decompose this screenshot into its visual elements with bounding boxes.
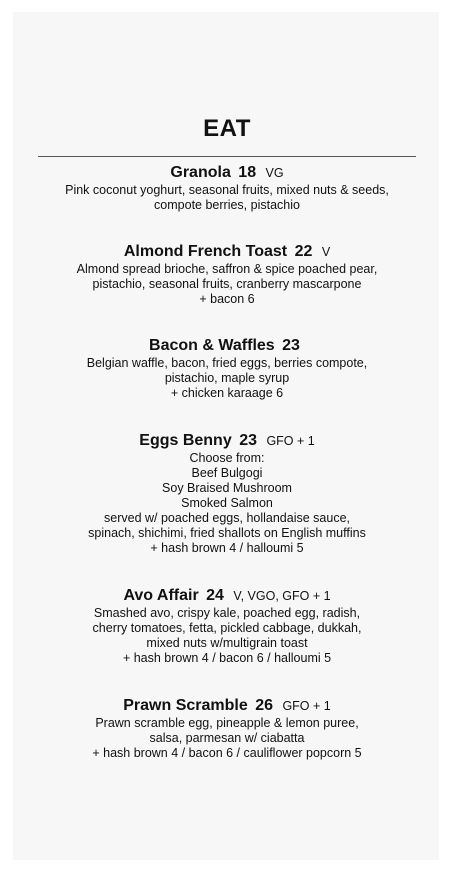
item-heading — [0, 336, 454, 356]
menu-item-granola — [0, 163, 454, 213]
menu-title: EAT — [203, 115, 251, 142]
item-description-line: mixed nuts w/multigrain toast — [146, 636, 308, 650]
item-description-line: Pink coconut yoghurt, seasonal fruits, mixed nuts & seeds, — [65, 183, 389, 197]
menu-item-prawn-scramble — [0, 696, 454, 761]
item-description-line: cherry tomatoes, fetta, pickled cabbage, dukkah, — [92, 621, 362, 635]
item-price: 23 — [282, 337, 300, 354]
item-description-line: + hash brown 4 / halloumi 5 — [150, 541, 304, 555]
item-description-line: salsa, parmesan w/ ciabatta — [149, 731, 305, 745]
menu-item-avo-affair — [0, 586, 454, 666]
item-description-line: compote berries, pistachio — [154, 198, 300, 212]
item-description-line: Belgian waffle, bacon, fried eggs, berries compote, — [86, 356, 368, 370]
item-description-line: + chicken karaage 6 — [170, 386, 284, 400]
item-description-line: spinach, shichimi, fried shallots on English muffins — [88, 526, 366, 540]
item-heading — [0, 242, 454, 262]
item-description-line: Beef Bulgogi — [191, 466, 263, 480]
item-name: Prawn Scramble — [123, 697, 248, 714]
item-name: Almond French Toast — [123, 243, 288, 260]
item-name: Eggs Benny — [139, 432, 232, 449]
item-description-line: pistachio, seasonal fruits, cranberry mascarpone — [92, 277, 362, 291]
item-heading — [0, 586, 454, 606]
item-description-line: pistachio, maple syrup — [164, 371, 290, 385]
item-price: 26 — [255, 697, 273, 714]
item-heading — [0, 431, 454, 451]
item-price: 22 — [294, 243, 313, 260]
menu-item-almond-french-toast — [0, 242, 454, 307]
item-description-line: + hash brown 4 / bacon 6 / halloumi 5 — [122, 651, 332, 665]
item-name: Granola — [170, 164, 231, 181]
item-description-line: Smashed avo, crispy kale, poached egg, radish, — [93, 606, 361, 620]
item-price: 23 — [239, 432, 257, 449]
menu-item-bacon-waffles — [0, 336, 454, 401]
item-description-line: + bacon 6 — [199, 292, 255, 306]
item-description-line: Choose from: — [189, 451, 265, 465]
item-description-line: Prawn scramble egg, pineapple & lemon puree, — [95, 716, 359, 730]
item-tags: VG — [265, 166, 284, 180]
item-description-line: + hash brown 4 / bacon 6 / cauliflower popcorn 5 — [92, 746, 362, 760]
item-name: Bacon & Waffles — [149, 337, 275, 354]
item-description-line: Soy Braised Mushroom — [162, 481, 292, 495]
item-heading — [0, 163, 454, 183]
item-description-line: Smoked Salmon — [181, 496, 273, 510]
item-tags: V, VGO, GFO + 1 — [233, 589, 331, 603]
item-heading — [0, 696, 454, 716]
item-tags: GFO + 1 — [266, 434, 315, 448]
title-divider — [38, 156, 416, 157]
item-description-line: Almond spread brioche, saffron & spice poached pear, — [76, 262, 378, 276]
menu-item-eggs-benny — [0, 431, 454, 556]
item-tags: V — [321, 245, 331, 259]
item-price: 24 — [206, 587, 224, 604]
item-price: 18 — [238, 164, 257, 181]
item-description-line: served w/ poached eggs, hollandaise sauce, — [104, 511, 350, 525]
item-tags: GFO + 1 — [282, 699, 331, 713]
item-name: Avo Affair — [123, 587, 199, 604]
